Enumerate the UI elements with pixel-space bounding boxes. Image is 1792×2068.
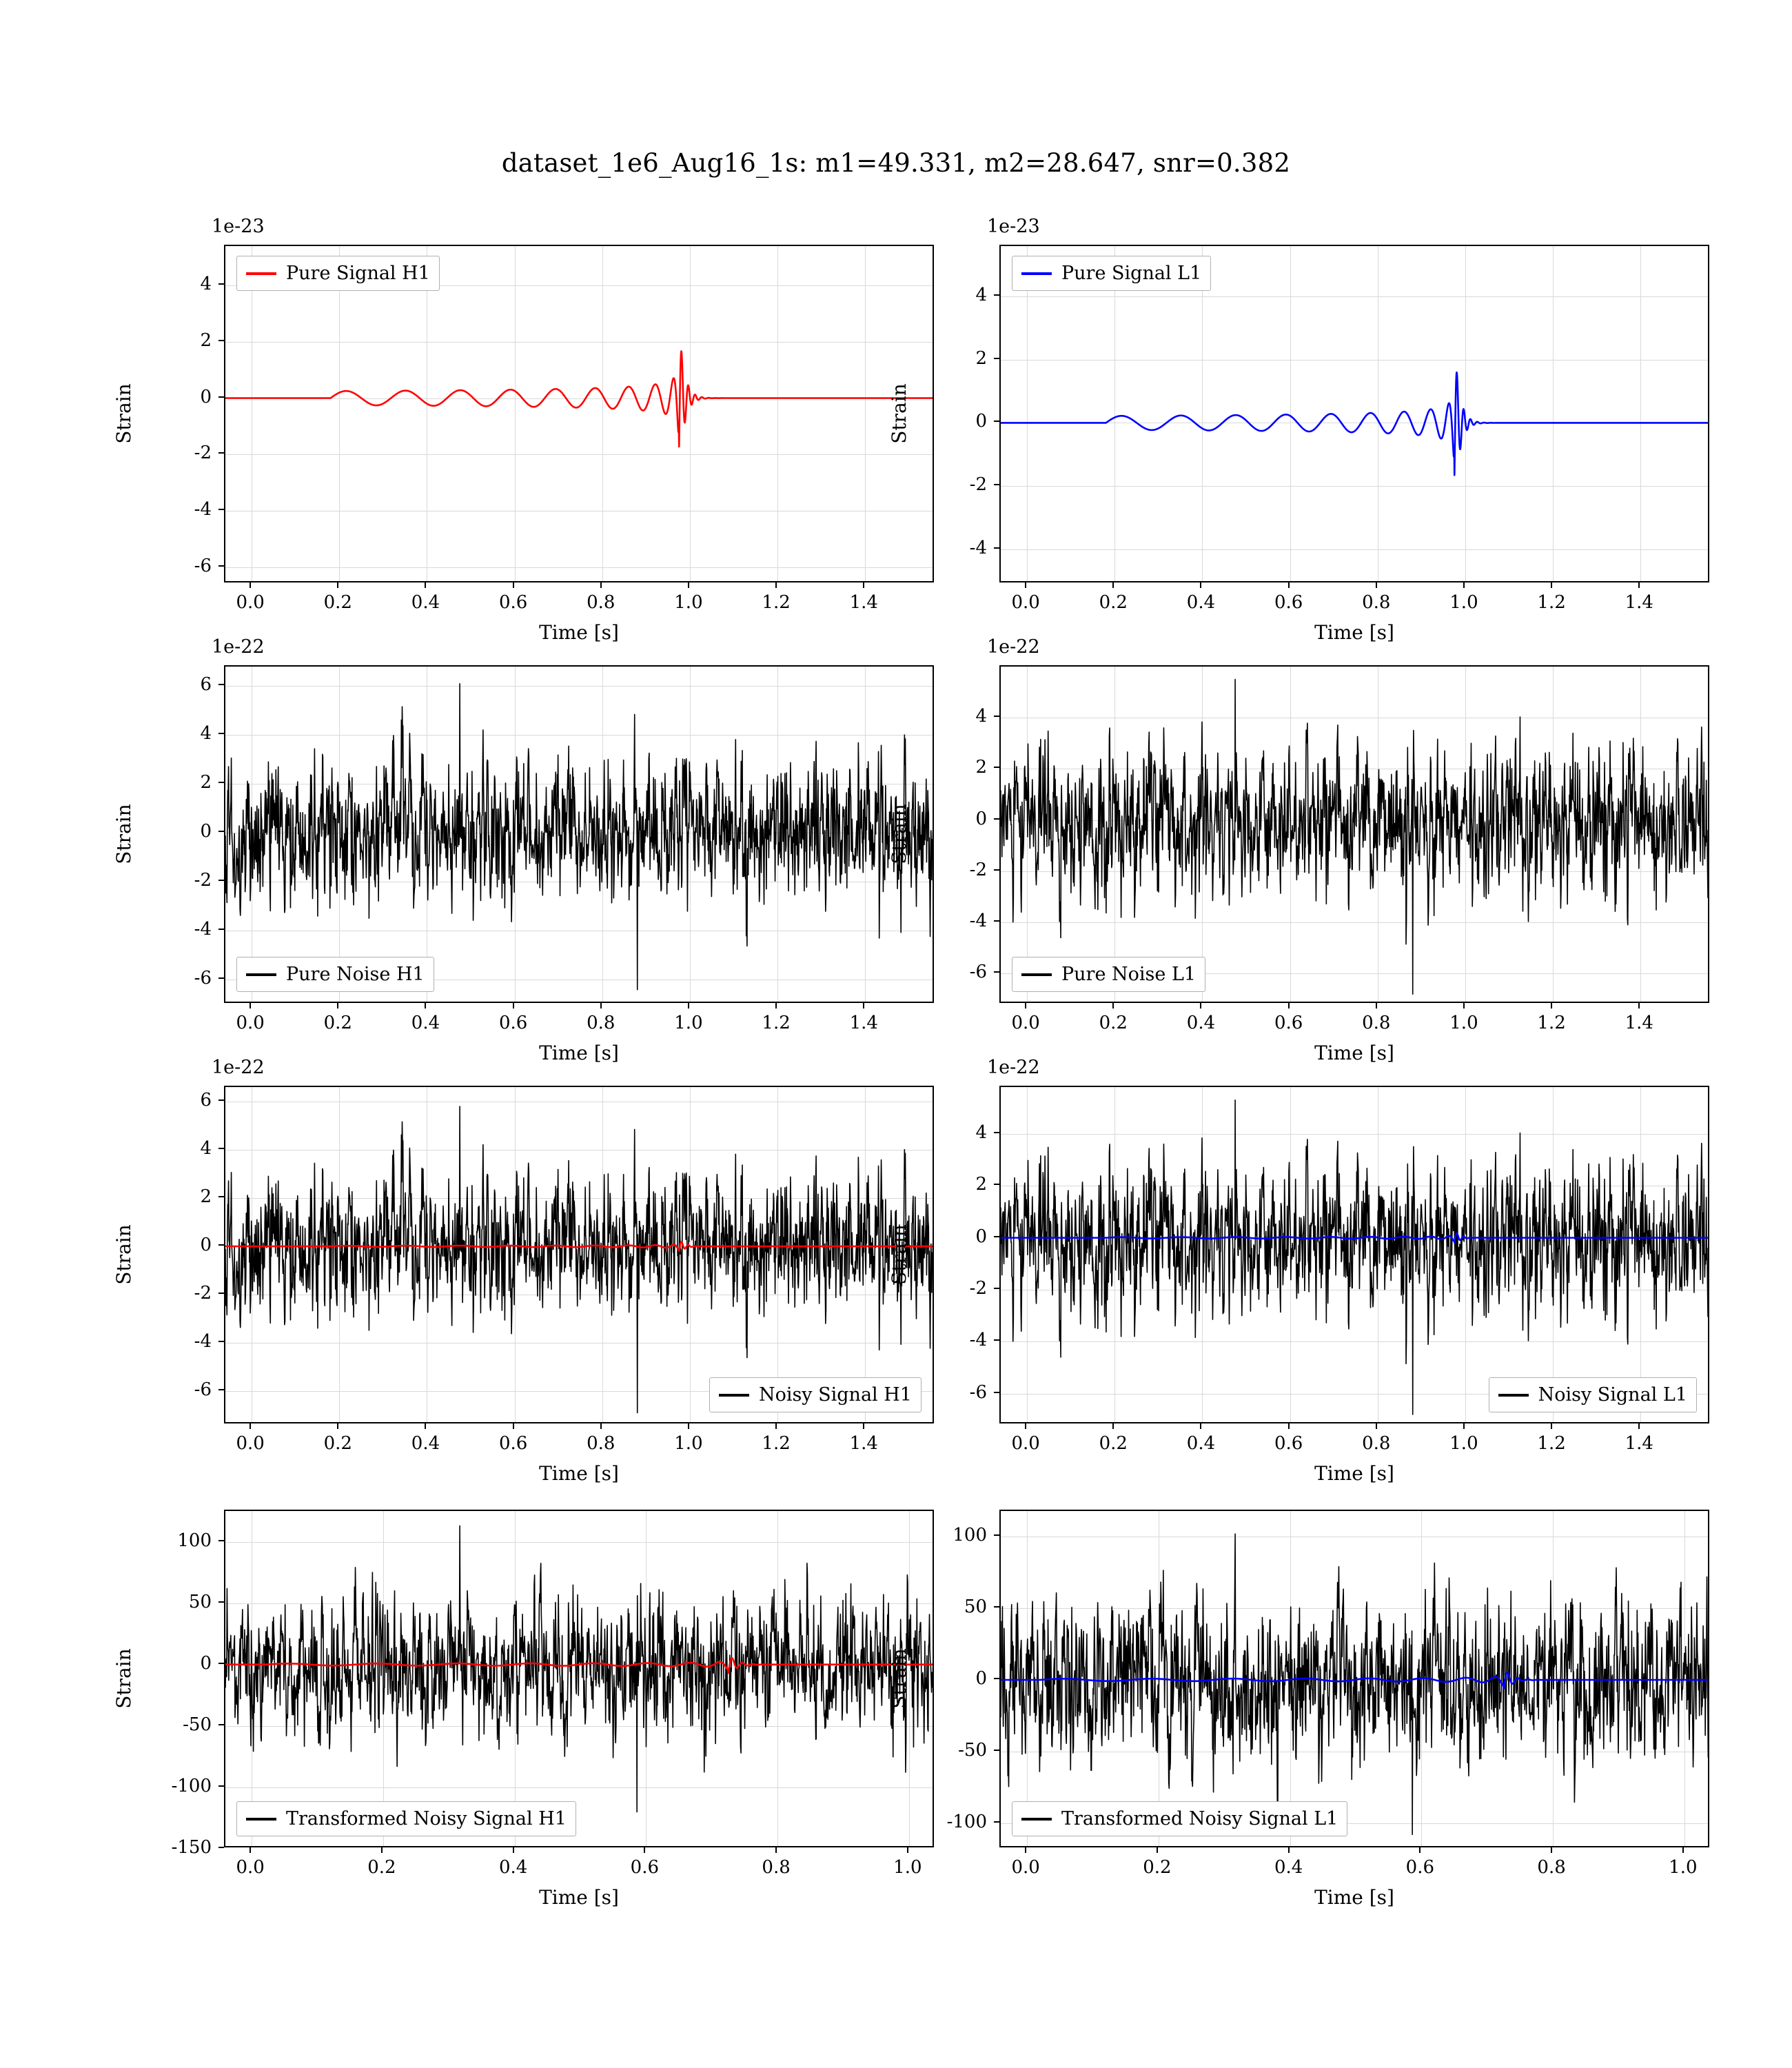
- x-tick-mark: [425, 582, 426, 588]
- x-tick-mark: [1288, 1847, 1290, 1853]
- legend-label: Noisy Signal H1: [758, 1384, 912, 1406]
- y-tick-label: -4: [969, 537, 987, 558]
- x-tick-label: 0.0: [236, 592, 265, 613]
- y-tick-label: 100: [953, 1525, 987, 1546]
- x-tick-label: 1.0: [1449, 1433, 1478, 1454]
- legend-swatch: [1021, 272, 1052, 275]
- x-tick-label: 1.4: [849, 592, 878, 613]
- x-tick-label: 0.8: [587, 1013, 615, 1033]
- x-tick-mark: [337, 1003, 338, 1008]
- y-tick-label: 0: [975, 808, 987, 829]
- x-tick-mark: [775, 582, 777, 588]
- y-tick-label: -6: [194, 1379, 212, 1400]
- y-axis-label: Strain: [888, 383, 910, 444]
- x-tick-mark: [775, 1847, 777, 1853]
- legend-pure-signal-h1: [236, 256, 440, 291]
- y-tick-label: -2: [969, 474, 987, 496]
- plot-area-pure-signal-l1: [999, 245, 1709, 582]
- y-tick-label: 4: [200, 274, 212, 295]
- x-tick-label: 1.0: [674, 1013, 703, 1033]
- y-tick-mark: [218, 880, 224, 881]
- x-tick-mark: [425, 1423, 426, 1429]
- y-tick-mark: [218, 1540, 224, 1541]
- y-tick-mark: [994, 920, 999, 922]
- y-tick-mark: [994, 358, 999, 359]
- y-tick-mark: [994, 1534, 999, 1536]
- x-tick-mark: [907, 1847, 908, 1853]
- y-tick-label: -6: [194, 555, 212, 576]
- x-tick-label: 0.6: [1405, 1857, 1435, 1878]
- x-tick-mark: [1463, 1423, 1465, 1429]
- y-tick-mark: [218, 1099, 224, 1101]
- y-tick-mark: [218, 452, 224, 454]
- x-tick-mark: [1551, 1003, 1552, 1008]
- legend-swatch: [1021, 1818, 1052, 1821]
- series-line: [1001, 1534, 1709, 1834]
- x-tick-label: 0.0: [236, 1433, 265, 1454]
- x-tick-mark: [513, 1847, 514, 1853]
- y-axis-label: Strain: [888, 1648, 910, 1709]
- x-tick-mark: [1157, 1847, 1158, 1853]
- x-tick-label: 0.0: [236, 1857, 265, 1878]
- y-tick-label: 2: [975, 1174, 987, 1195]
- plot-area-noisy-signal-h1: [224, 1086, 934, 1423]
- x-tick-mark: [1112, 1423, 1114, 1429]
- y-tick-label: 4: [200, 1138, 212, 1159]
- x-axis-label: Time [s]: [1314, 1042, 1394, 1064]
- y-tick-label: -4: [194, 1331, 212, 1352]
- x-tick-label: 0.8: [587, 1433, 615, 1454]
- figure-title: dataset_1e6_Aug16_1s: m1=49.331, m2=28.647, snr=0.382: [501, 148, 1291, 178]
- x-tick-label: 1.2: [762, 1013, 791, 1033]
- series-canvas: [1001, 667, 1709, 1003]
- x-axis-label: Time [s]: [1314, 1462, 1394, 1485]
- plot-area-pure-signal-h1: [224, 245, 934, 582]
- x-tick-label: 1.4: [849, 1013, 878, 1033]
- y-axis-label: Strain: [888, 1224, 910, 1285]
- x-tick-mark: [1551, 1423, 1552, 1429]
- x-tick-label: 0.0: [1011, 1013, 1040, 1033]
- y-tick-mark: [218, 1389, 224, 1390]
- y-tick-label: 4: [975, 706, 987, 727]
- y-tick-mark: [994, 1678, 999, 1679]
- y-tick-mark: [218, 396, 224, 398]
- y-tick-mark: [994, 971, 999, 973]
- y-tick-mark: [994, 1606, 999, 1608]
- x-tick-label: 1.2: [1537, 1433, 1566, 1454]
- y-tick-label: 2: [200, 330, 212, 351]
- x-tick-mark: [250, 582, 251, 588]
- series-line: [225, 351, 934, 447]
- x-tick-mark: [644, 1847, 645, 1853]
- x-tick-mark: [1419, 1847, 1421, 1853]
- x-tick-label: 0.4: [498, 1857, 528, 1878]
- x-tick-mark: [863, 1423, 864, 1429]
- series-canvas: [225, 246, 934, 582]
- y-tick-label: -2: [969, 859, 987, 880]
- x-tick-label: 0.6: [498, 1013, 528, 1033]
- x-axis-label: Time [s]: [1314, 621, 1394, 644]
- x-tick-mark: [1025, 1847, 1026, 1853]
- x-tick-label: 0.6: [630, 1857, 660, 1878]
- y-tick-mark: [994, 1184, 999, 1185]
- y-tick-label: -2: [969, 1278, 987, 1299]
- legend-swatch: [246, 973, 276, 976]
- x-tick-label: 0.4: [1186, 1433, 1216, 1454]
- x-tick-label: 0.6: [1274, 1433, 1303, 1454]
- y-tick-mark: [218, 283, 224, 285]
- y-tick-label: 0: [975, 411, 987, 432]
- y-tick-mark: [994, 1821, 999, 1823]
- x-tick-mark: [1682, 1847, 1684, 1853]
- y-tick-mark: [994, 1339, 999, 1341]
- series-line: [225, 684, 934, 990]
- x-tick-label: 1.2: [762, 1433, 791, 1454]
- y-axis-offset-text: 1e-22: [212, 636, 265, 658]
- series-line: [225, 1525, 934, 1812]
- y-tick-mark: [218, 509, 224, 510]
- series-canvas: [225, 667, 934, 1003]
- legend-label: Pure Signal H1: [286, 263, 430, 284]
- x-tick-label: 1.0: [674, 592, 703, 613]
- y-tick-mark: [218, 1196, 224, 1197]
- legend-pure-signal-l1: [1012, 256, 1211, 291]
- y-tick-label: 2: [200, 1186, 212, 1207]
- legend-label: Pure Signal L1: [1061, 263, 1202, 284]
- y-tick-mark: [994, 1288, 999, 1289]
- y-axis-offset-text: 1e-22: [987, 636, 1040, 658]
- y-tick-label: 2: [200, 772, 212, 793]
- x-tick-label: 0.4: [411, 1433, 440, 1454]
- y-tick-mark: [218, 1847, 224, 1848]
- x-tick-label: 0.4: [1274, 1857, 1303, 1878]
- y-tick-label: 0: [200, 821, 212, 842]
- legend-label: Noisy Signal L1: [1538, 1384, 1687, 1406]
- y-tick-label: 0: [975, 1226, 987, 1247]
- y-tick-label: -4: [194, 498, 212, 520]
- x-tick-label: 0.0: [236, 1013, 265, 1033]
- y-tick-mark: [994, 869, 999, 871]
- y-tick-label: 0: [200, 1235, 212, 1255]
- x-tick-mark: [600, 1003, 602, 1008]
- x-tick-mark: [863, 582, 864, 588]
- x-tick-mark: [250, 1003, 251, 1008]
- legend-label: Pure Noise L1: [1061, 964, 1197, 985]
- x-tick-label: 1.2: [1537, 1013, 1566, 1033]
- y-tick-label: -2: [194, 870, 212, 891]
- y-axis-label: Strain: [112, 1224, 135, 1285]
- x-tick-mark: [1376, 1423, 1377, 1429]
- legend-transformed-noisy-signal-l1: [1012, 1801, 1347, 1836]
- y-tick-mark: [994, 484, 999, 485]
- y-tick-label: -2: [194, 443, 212, 464]
- y-tick-label: 4: [975, 1122, 987, 1143]
- y-tick-mark: [218, 1244, 224, 1246]
- x-tick-label: 1.0: [674, 1433, 703, 1454]
- x-tick-label: 0.6: [498, 592, 528, 613]
- x-tick-mark: [1463, 1003, 1465, 1008]
- y-tick-mark: [994, 767, 999, 768]
- x-tick-label: 0.8: [1362, 592, 1391, 613]
- legend-label: Transformed Noisy Signal H1: [286, 1808, 567, 1829]
- y-tick-label: -100: [946, 1811, 987, 1832]
- series-line: [1001, 1100, 1709, 1415]
- x-tick-mark: [1200, 1003, 1201, 1008]
- x-axis-label: Time [s]: [539, 621, 619, 644]
- x-tick-label: 0.2: [1143, 1857, 1172, 1878]
- x-tick-mark: [1025, 1003, 1026, 1008]
- legend-label: Pure Noise H1: [286, 964, 425, 985]
- x-axis-label: Time [s]: [1314, 1886, 1394, 1909]
- y-tick-mark: [218, 1292, 224, 1294]
- x-tick-label: 0.6: [1274, 592, 1303, 613]
- x-tick-mark: [1376, 582, 1377, 588]
- y-tick-mark: [218, 831, 224, 832]
- plot-area-transformed-noisy-signal-h1: [224, 1510, 934, 1847]
- x-tick-mark: [688, 1423, 689, 1429]
- y-tick-label: -6: [969, 1381, 987, 1403]
- y-tick-label: 2: [975, 757, 987, 778]
- x-tick-label: 0.8: [762, 1857, 791, 1878]
- y-axis-label: Strain: [888, 804, 910, 864]
- y-axis-offset-text: 1e-23: [987, 216, 1040, 237]
- x-tick-mark: [600, 1423, 602, 1429]
- y-tick-mark: [218, 684, 224, 685]
- y-tick-label: -50: [958, 1739, 987, 1761]
- y-tick-label: 6: [200, 674, 212, 696]
- y-tick-label: 4: [200, 723, 212, 744]
- y-axis-offset-text: 1e-23: [212, 216, 265, 237]
- x-tick-label: 0.2: [1099, 1433, 1128, 1454]
- x-tick-mark: [1112, 1003, 1114, 1008]
- y-tick-label: -100: [171, 1775, 212, 1796]
- y-tick-label: -4: [969, 911, 987, 932]
- x-tick-label: 0.0: [1011, 1857, 1040, 1878]
- series-canvas: [225, 1511, 934, 1847]
- x-tick-label: 0.8: [1537, 1857, 1566, 1878]
- x-tick-mark: [513, 582, 514, 588]
- plot-area-transformed-noisy-signal-l1: [999, 1510, 1709, 1847]
- legend-pure-noise-h1: [236, 957, 434, 992]
- x-tick-label: 0.8: [587, 592, 615, 613]
- series-line: [1001, 372, 1709, 475]
- x-tick-label: 0.2: [323, 1433, 352, 1454]
- legend-swatch: [719, 1394, 749, 1397]
- legend-noisy-signal-h1: [709, 1377, 922, 1412]
- y-tick-label: 0: [200, 386, 212, 407]
- x-tick-label: 1.0: [1449, 1013, 1478, 1033]
- x-tick-label: 0.4: [1186, 1013, 1216, 1033]
- y-tick-mark: [218, 340, 224, 341]
- legend-swatch: [246, 272, 276, 275]
- x-tick-mark: [425, 1003, 426, 1008]
- y-tick-mark: [218, 1724, 224, 1725]
- y-tick-mark: [218, 1601, 224, 1603]
- y-tick-label: 50: [964, 1596, 987, 1618]
- x-tick-mark: [1376, 1003, 1377, 1008]
- series-line: [225, 1106, 934, 1413]
- series-line: [1001, 680, 1709, 995]
- x-tick-mark: [250, 1423, 251, 1429]
- x-tick-mark: [863, 1003, 864, 1008]
- x-tick-label: 1.4: [1625, 592, 1653, 613]
- y-tick-mark: [994, 1392, 999, 1393]
- y-tick-mark: [994, 1132, 999, 1133]
- x-tick-label: 1.4: [1625, 1433, 1653, 1454]
- x-axis-label: Time [s]: [539, 1042, 619, 1064]
- x-tick-label: 1.0: [1449, 592, 1478, 613]
- y-axis-offset-text: 1e-22: [987, 1057, 1040, 1078]
- y-axis-offset-text: 1e-22: [212, 1057, 265, 1078]
- y-tick-mark: [994, 420, 999, 422]
- legend-pure-noise-l1: [1012, 957, 1205, 992]
- y-axis-label: Strain: [112, 1648, 135, 1709]
- y-tick-label: 100: [177, 1530, 212, 1551]
- x-tick-label: 1.4: [1625, 1013, 1653, 1033]
- x-tick-mark: [1551, 1847, 1552, 1853]
- y-tick-mark: [994, 716, 999, 717]
- series-canvas: [1001, 1511, 1709, 1847]
- x-tick-mark: [688, 1003, 689, 1008]
- x-axis-label: Time [s]: [539, 1462, 619, 1485]
- y-tick-label: 6: [200, 1090, 212, 1111]
- y-tick-mark: [218, 733, 224, 734]
- x-tick-mark: [1288, 1423, 1290, 1429]
- plot-area-pure-noise-l1: [999, 665, 1709, 1003]
- x-tick-mark: [775, 1423, 777, 1429]
- x-tick-mark: [1638, 1423, 1640, 1429]
- x-tick-label: 0.2: [367, 1857, 396, 1878]
- x-tick-mark: [1638, 582, 1640, 588]
- y-tick-mark: [994, 818, 999, 820]
- x-tick-mark: [337, 582, 338, 588]
- series-canvas: [1001, 246, 1709, 582]
- y-tick-label: 2: [975, 347, 987, 369]
- x-tick-mark: [1288, 582, 1290, 588]
- legend-noisy-signal-l1: [1489, 1377, 1697, 1412]
- y-tick-label: -4: [194, 919, 212, 940]
- y-tick-label: 4: [975, 285, 987, 306]
- y-tick-label: -150: [171, 1837, 212, 1858]
- x-tick-label: 1.2: [1537, 592, 1566, 613]
- legend-transformed-noisy-signal-h1: [236, 1801, 576, 1836]
- y-tick-mark: [994, 1750, 999, 1751]
- x-tick-label: 0.4: [1186, 592, 1216, 613]
- x-tick-mark: [1463, 582, 1465, 588]
- x-tick-mark: [1200, 582, 1201, 588]
- y-tick-mark: [218, 1663, 224, 1664]
- x-tick-label: 0.2: [1099, 1013, 1128, 1033]
- x-tick-label: 1.0: [893, 1857, 922, 1878]
- y-tick-label: 50: [188, 1591, 212, 1612]
- x-tick-label: 0.4: [411, 592, 440, 613]
- x-tick-mark: [600, 582, 602, 588]
- x-tick-label: 1.4: [849, 1433, 878, 1454]
- y-tick-label: 0: [200, 1652, 212, 1674]
- y-tick-mark: [994, 294, 999, 296]
- y-tick-label: 0: [975, 1668, 987, 1689]
- y-tick-label: -2: [194, 1283, 212, 1304]
- x-tick-mark: [337, 1423, 338, 1429]
- x-tick-label: 0.4: [411, 1013, 440, 1033]
- y-tick-mark: [218, 565, 224, 567]
- x-tick-mark: [775, 1003, 777, 1008]
- y-tick-mark: [218, 1341, 224, 1342]
- plot-area-noisy-signal-l1: [999, 1086, 1709, 1423]
- x-tick-mark: [688, 582, 689, 588]
- x-tick-mark: [1200, 1423, 1201, 1429]
- x-tick-label: 0.2: [323, 592, 352, 613]
- x-tick-mark: [1638, 1003, 1640, 1008]
- series-canvas: [225, 1087, 934, 1423]
- x-tick-label: 0.0: [1011, 592, 1040, 613]
- y-axis-label: Strain: [112, 383, 135, 444]
- x-tick-mark: [250, 1847, 251, 1853]
- x-tick-label: 1.0: [1669, 1857, 1698, 1878]
- x-tick-mark: [1112, 582, 1114, 588]
- x-tick-label: 0.2: [1099, 592, 1128, 613]
- y-tick-mark: [218, 929, 224, 930]
- y-tick-mark: [218, 977, 224, 979]
- x-tick-mark: [381, 1847, 383, 1853]
- y-tick-mark: [994, 1236, 999, 1237]
- x-tick-label: 0.2: [323, 1013, 352, 1033]
- y-tick-label: -6: [969, 962, 987, 983]
- x-axis-label: Time [s]: [539, 1886, 619, 1909]
- y-tick-mark: [218, 1785, 224, 1787]
- plot-area-pure-noise-h1: [224, 665, 934, 1003]
- x-tick-mark: [1551, 582, 1552, 588]
- y-tick-label: -4: [969, 1330, 987, 1351]
- x-tick-label: 0.6: [498, 1433, 528, 1454]
- y-tick-label: -50: [183, 1714, 212, 1735]
- y-tick-mark: [994, 547, 999, 549]
- x-tick-mark: [1025, 582, 1026, 588]
- series-canvas: [1001, 1087, 1709, 1423]
- x-tick-mark: [513, 1423, 514, 1429]
- y-tick-mark: [218, 782, 224, 783]
- legend-swatch: [246, 1818, 276, 1821]
- x-tick-mark: [1025, 1423, 1026, 1429]
- x-tick-label: 0.8: [1362, 1013, 1391, 1033]
- legend-swatch: [1498, 1394, 1529, 1397]
- x-tick-label: 0.6: [1274, 1013, 1303, 1033]
- y-axis-label: Strain: [112, 804, 135, 864]
- y-tick-label: -6: [194, 968, 212, 989]
- y-tick-mark: [218, 1148, 224, 1149]
- x-tick-mark: [513, 1003, 514, 1008]
- x-tick-label: 0.8: [1362, 1433, 1391, 1454]
- legend-swatch: [1021, 973, 1052, 976]
- x-tick-label: 0.0: [1011, 1433, 1040, 1454]
- x-tick-mark: [1288, 1003, 1290, 1008]
- x-tick-label: 1.2: [762, 592, 791, 613]
- legend-label: Transformed Noisy Signal L1: [1061, 1808, 1338, 1829]
